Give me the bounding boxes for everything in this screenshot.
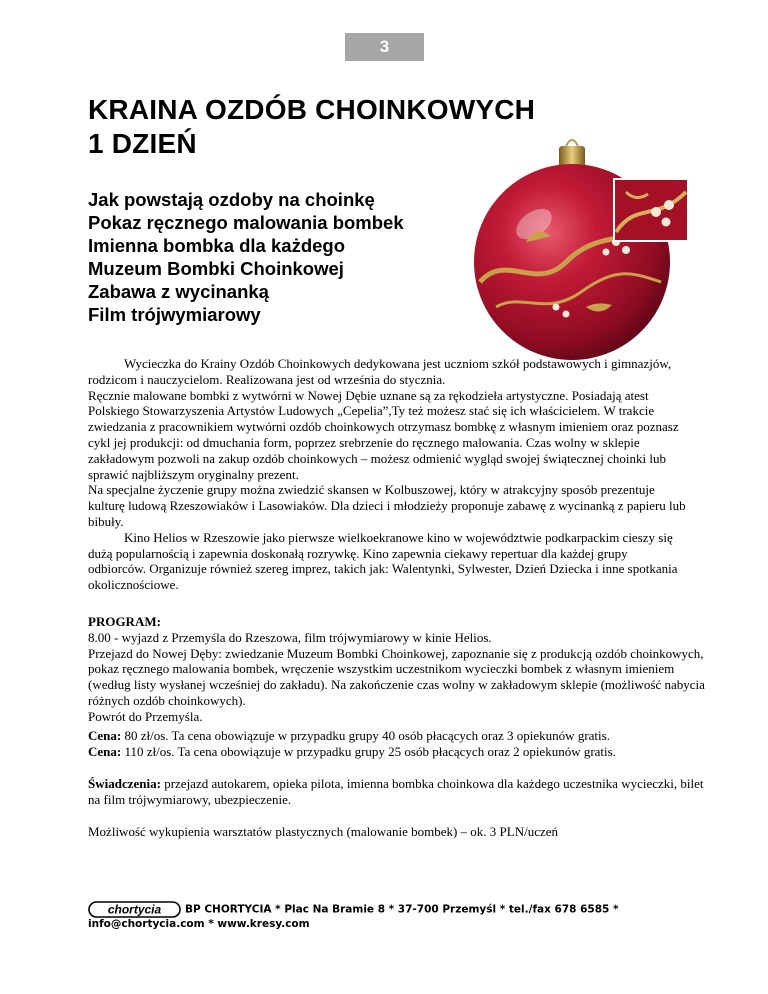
- chortycia-logo: [88, 901, 181, 918]
- price-text: 110 zł/os. Ta cena obowiązuje w przypadku grupy 25 osób płacących oraz 2 opiekunów gratis.: [121, 743, 616, 759]
- price-label: Cena:: [88, 728, 122, 743]
- page-number-badge: [345, 33, 424, 61]
- highlight-item: Pokaz ręcznego malowania bombek: [88, 212, 404, 233]
- program-line: 8.00 - wyjazd z Przemyśla do Rzeszowa, film trójwymiarowy w kinie Helios.: [88, 629, 492, 645]
- services-section: [88, 776, 708, 808]
- highlight-item: Muzeum Bombki Choinkowej: [88, 258, 344, 279]
- footer: [88, 901, 688, 931]
- program-line: Powrót do Przemyśla.: [88, 708, 203, 724]
- page-number: 3: [379, 37, 390, 56]
- services-label: Świadczenia:: [88, 776, 161, 791]
- highlight-item: Film trójwymiarowy: [88, 304, 261, 325]
- highlight-item: Zabawa z wycinanką: [88, 281, 269, 302]
- price-text: 80 zł/os. Ta cena obowiązuje w przypadku grupy 40 osób płacących oraz 3 opiekunów gratis.: [121, 728, 610, 743]
- workshop-note: Możliwość wykupienia warsztatów plastycznych (malowanie bombek) – ok. 3 PLN/uczeń: [88, 824, 559, 839]
- program-heading: PROGRAM:: [88, 614, 161, 629]
- description-paragraph: Wycieczka do Krainy Ozdób Choinkowych dedykowana jest uczniom szkół podstawowych i gimnazjów, rodzicom i nauczycielom. Realizowana jest od września do stycznia.: [88, 356, 672, 387]
- price-line: [88, 728, 708, 744]
- footer-contact: BP CHORTYCIA * Plac Na Bramie 8 * 37-700 Przemyśl * tel./fax 678 6585 * info@chortycia.com * www.kresy.com: [88, 903, 619, 930]
- highlight-item: Jak powstają ozdoby na choinkę: [88, 189, 375, 210]
- description-text: [88, 356, 688, 593]
- services-line: [88, 776, 708, 808]
- description-paragraph: Na specjalne życzenie grupy można zwiedzić skansen w Kolbuszowej, który w atrakcyjny sposób prezentuje kulturę ludową Rzeszowiaków i Lasowiaków. Dla dzieci i młodzieży proponuje zabawę z wycinanką z papieru lub bibuły.: [88, 482, 686, 529]
- description-paragraph: Ręcznie malowane bombki z wytwórni w Nowej Dębie uznane są za rękodzieła artystyczne. Posiadają atest Polskiego Stowarzyszenia Artystów Ludowych „Cepelia”,Ty też możesz stać się ich właścicielem. W trakcie zwiedzania z pracownikiem wytwórni ozdób choinkowych otrzymasz bombkę z własnym imieniem oraz poznasz cykl jej produkcji: od dmuchania form, poprzez srebrzenie do ręcznego malowania. Czas wolny w sklepie zakładowym pozwoli na zakup ozdób choinkowych – możesz odmienić wygląd swojej świątecznej choinki lub sprawić najbliższym oryginalny prezent.: [88, 387, 679, 482]
- program-line: Przejazd do Nowej Dęby: zwiedzanie Muzeum Bombki Choinkowej, zapoznanie się z produkcją ozdób choinkowych, pokaz ręcznego malowania bombek, wręczenie wszystkim uczestnikom wycieczki bombek z własnym imieniem (według listy wysłanej wcześniej do zakładu). Na zakończenie czas wolny w zakładowym sklepie (możliwość nabycia różnych ozdób choinkowych).: [88, 645, 705, 708]
- workshop-section: [88, 824, 708, 840]
- services-text: przejazd autokarem, opieka pilota, imienna bombka choinkowa dla każdego uczestnika wycieczki, bilet na film trójwymiarowy, ubezpieczenie.: [88, 776, 704, 807]
- christmas-ornament-image: [466, 132, 688, 362]
- program-section: [88, 614, 708, 725]
- logo-text: chortycia: [107, 902, 162, 917]
- highlights-list: [88, 188, 404, 326]
- description-paragraph: Kino Helios w Rzeszowie jako pierwsze wielkoekranowe kino w województwie podkarpackim cieszy się dużą popularnością i zapewnia doskonałą rozrywkę. Kino zapewnia ciekawy repertuar dla każdej grupy odbiorców. Organizuje również szereg imprez, takich jak: Walentynki, Sylwester, Dzień Dziecka i inne spotkania okolicznościowe.: [88, 529, 678, 593]
- price-label: Cena:: [88, 743, 122, 759]
- highlight-item: Imienna bombka dla każdego: [88, 235, 346, 256]
- title-line-1: KRAINA OZDÓB CHOINKOWYCH: [88, 94, 536, 125]
- price-line: [88, 744, 708, 760]
- prices-section: [88, 728, 708, 760]
- title-line-2: 1 DZIEŃ: [88, 128, 197, 159]
